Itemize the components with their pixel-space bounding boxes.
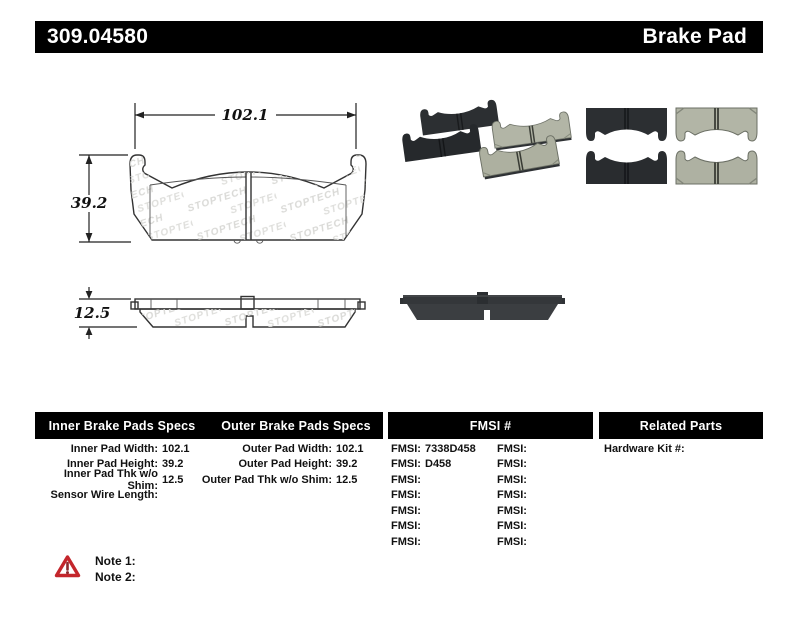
related-parts-header-bar (599, 412, 763, 439)
inner-specs-title: Inner Brake Pads Specs (48, 418, 196, 433)
fmsi-label: FMSI: (391, 520, 421, 533)
specs-header-bar (35, 412, 383, 439)
fmsi-label: FMSI: (497, 504, 527, 517)
fmsi-value: D458 (425, 458, 452, 471)
fmsi-label: FMSI: (391, 535, 421, 548)
spec-label: Outer Pad Width: (242, 442, 332, 455)
inner-specs-table (33, 441, 190, 503)
fmsi-label: FMSI: (497, 535, 527, 548)
table-row (391, 503, 603, 519)
table-row (33, 488, 190, 504)
table-row (33, 441, 190, 457)
fmsi-label: FMSI: (497, 458, 527, 471)
table-row (391, 472, 603, 488)
fmsi-label: FMSI: (497, 473, 527, 486)
related-part-label: Hardware Kit #: (604, 442, 685, 455)
table-row (391, 519, 603, 535)
technical-drawing (55, 85, 390, 345)
fmsi-cell (497, 536, 603, 548)
spec-label: Inner Pad Height: (66, 458, 158, 471)
table-row (604, 441, 685, 457)
fmsi-cell (497, 474, 603, 486)
spec-label: Outer Pad Height: (238, 458, 332, 471)
fmsi-cell (391, 458, 497, 470)
fmsi-cell (497, 505, 603, 517)
fmsi-cell (391, 536, 497, 548)
fmsi-table (391, 441, 603, 550)
fmsi-cell (391, 505, 497, 517)
note-2: Note 2: (95, 570, 136, 584)
spec-value: 39.2 (336, 458, 358, 471)
table-row (185, 441, 364, 457)
outer-specs-title: Outer Brake Pads Specs (221, 418, 371, 433)
thickness-dimension (74, 287, 137, 339)
table-row (391, 441, 603, 457)
fmsi-label: FMSI: (391, 473, 421, 486)
fmsi-label: FMSI: (497, 489, 527, 502)
spec-value: 12.5 (336, 473, 358, 486)
product-type-title: Brake Pad (642, 25, 747, 48)
fmsi-label: FMSI: (497, 442, 527, 455)
spec-label: Inner Pad Thk w/o Shim: (63, 467, 158, 492)
part-number: 309.04580 (47, 25, 149, 48)
fmsi-cell (391, 520, 497, 532)
width-dim-label: 102.1 (221, 106, 269, 124)
pad-front-view (130, 155, 366, 243)
photo-pads-flat (586, 108, 757, 184)
pad-side-view (131, 297, 365, 328)
fmsi-label: FMSI: (391, 489, 421, 502)
fmsi-value: 7338D458 (425, 442, 476, 455)
spec-value: 39.2 (162, 458, 184, 471)
note-1: Note 1: (95, 554, 136, 568)
fmsi-cell (497, 443, 603, 455)
table-row (185, 457, 364, 473)
table-row (391, 488, 603, 504)
fmsi-cell (391, 443, 497, 455)
fmsi-label: FMSI: (497, 520, 527, 533)
related-parts-table (604, 441, 685, 457)
spec-value: 102.1 (336, 442, 364, 455)
table-row (33, 467, 190, 492)
warning-triangle-icon (54, 554, 81, 580)
fmsi-header-bar (388, 412, 593, 439)
spec-label: Outer Pad Thk w/o Shim: (201, 473, 332, 486)
table-row (391, 534, 603, 550)
fmsi-cell (391, 474, 497, 486)
height-dim-label: 39.2 (70, 194, 108, 212)
spec-value: 12.5 (162, 473, 184, 486)
fmsi-label: FMSI: (391, 458, 421, 471)
header-bar (35, 21, 763, 53)
photo-pad-side (400, 292, 565, 320)
fmsi-label: FMSI: (391, 504, 421, 517)
fmsi-cell (391, 489, 497, 501)
product-photos (395, 90, 770, 330)
table-row (391, 457, 603, 473)
fmsi-cell (497, 489, 603, 501)
fmsi-label: FMSI: (391, 442, 421, 455)
photo-pads-perspective (401, 99, 571, 179)
spec-label: Sensor Wire Length: (50, 489, 158, 502)
spec-value: 102.1 (162, 442, 190, 455)
fmsi-title: FMSI # (469, 418, 512, 433)
height-dimension (71, 155, 131, 242)
width-dimension (135, 103, 356, 149)
spec-label: Inner Pad Width: (70, 442, 158, 455)
related-parts-title: Related Parts (639, 418, 723, 433)
fmsi-cell (497, 458, 603, 470)
thickness-dim-label: 12.5 (73, 304, 111, 322)
outer-specs-table (185, 441, 364, 488)
fmsi-cell (497, 520, 603, 532)
table-row (185, 472, 364, 488)
